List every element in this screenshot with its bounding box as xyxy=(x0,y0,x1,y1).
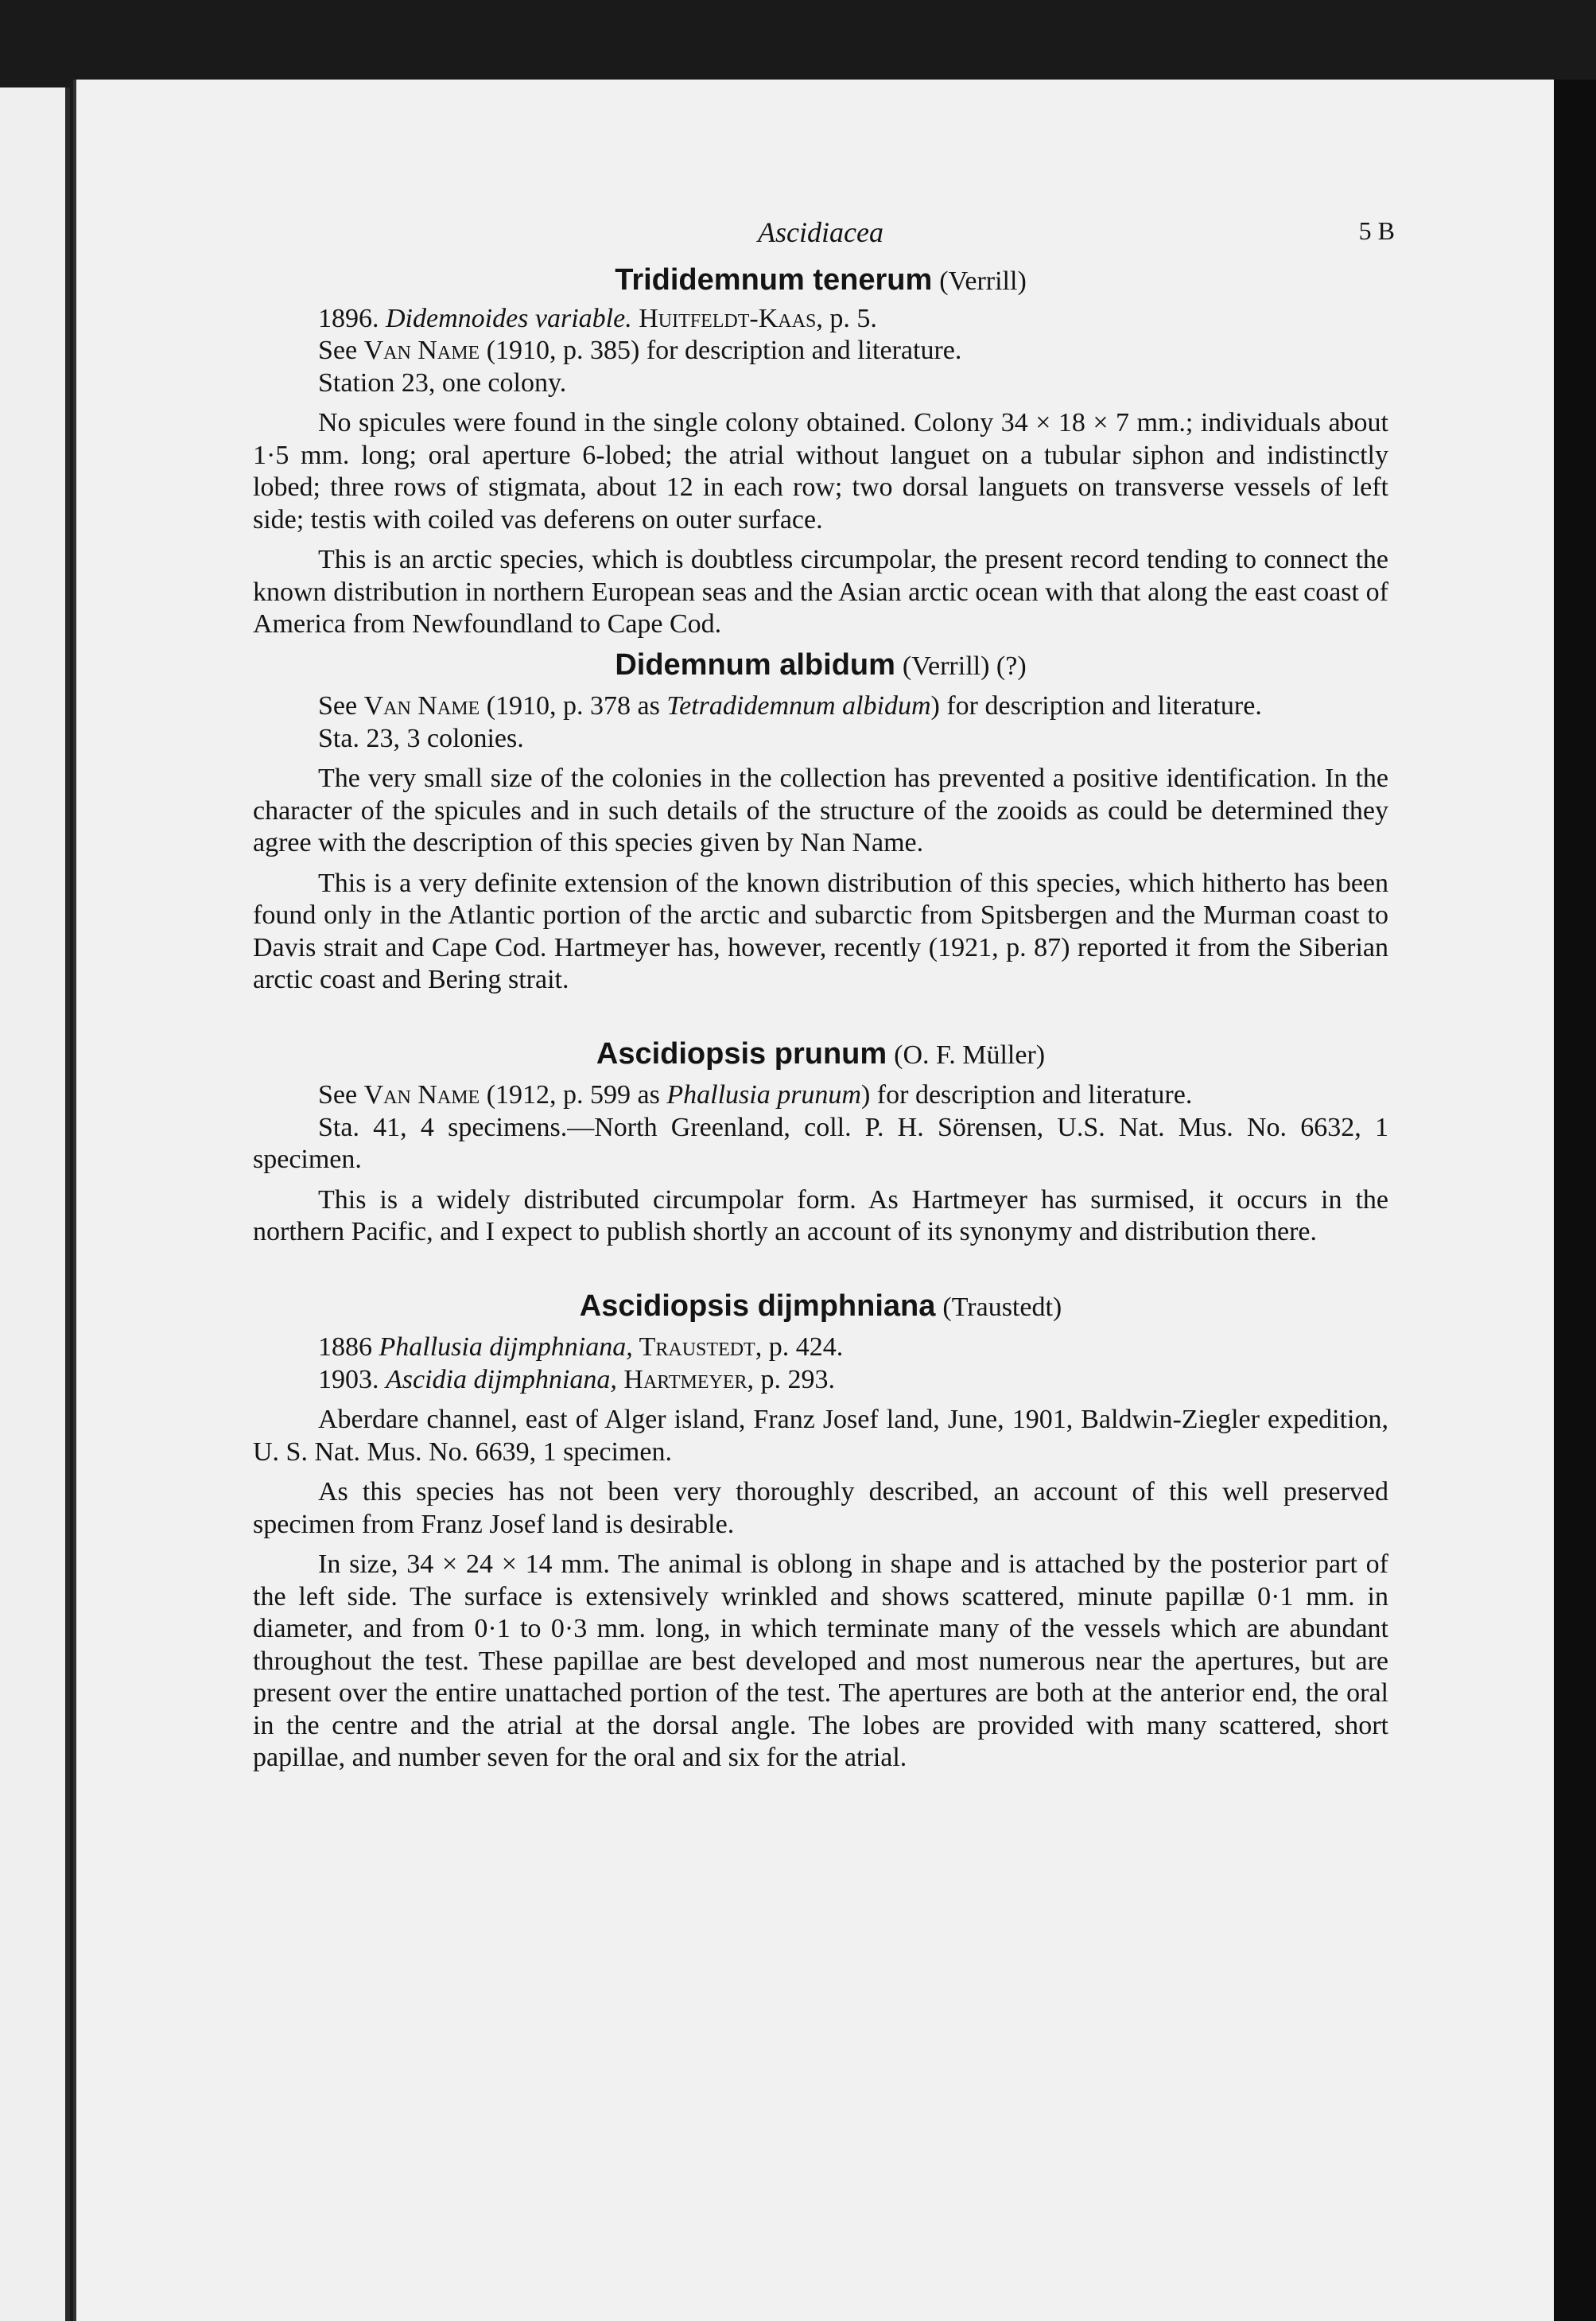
section-heading xyxy=(253,1290,1388,1324)
reference-line: Station 23, one colony. xyxy=(318,367,567,398)
section-heading xyxy=(253,264,1388,298)
reference-line: See Van Name (1910, p. 378 as Tetradidemnum albidum) for description and literature. xyxy=(318,691,1262,721)
section-heading xyxy=(253,1038,1388,1072)
species-name: Trididemnum tenerum xyxy=(615,263,933,297)
body-paragraph: This is a very definite extension of the known distribution of this species, which hitherto has been found only in the Atlantic portion of the arctic and subarctic from Spitsbergen and the Murman coast to Davis strait and Cape Cod. Hartmeyer has, however, recently (1921, p. 87) reported it from the Siberian arctic coast and Bering strait. xyxy=(253,868,1388,994)
running-title: Ascidiacea xyxy=(758,216,883,248)
page-content xyxy=(253,215,1395,1775)
species-author: (Verrill) (?) xyxy=(902,651,1027,681)
reference-line: 1896. Didemnoides variable. Huitfeldt-Kaas, p. 5. xyxy=(318,303,877,333)
species-name: Ascidiopsis dijmphniana xyxy=(579,1289,936,1323)
section-heading xyxy=(253,649,1388,683)
reference-line: 1903. Ascidia dijmphniana, Hartmeyer, p. 293. xyxy=(318,1364,836,1394)
body-paragraph: No spicules were found in the single colony obtained. Colony 34 × 18 × 7 mm.; individuals about 1·5 mm. long; oral aperture 6-lobed; the atrial without languet on a tubular siphon and indistinctly lobed; three rows of stigmata, about 12 in each row; two dorsal languets on transverse vessels of left side; testis with coiled vas deferens on outer surface. xyxy=(253,408,1388,535)
reference-line: Sta. 41, 4 specimens.—North Greenland, coll. P. H. Sörensen, U.S. Nat. Mus. No. 6632, 1 specimen. xyxy=(253,1112,1388,1174)
species-name: Didemnum albidum xyxy=(615,647,895,682)
previous-page-edge xyxy=(0,87,70,2321)
reference-line: Sta. 23, 3 colonies. xyxy=(318,723,524,753)
reference-line: Aberdare channel, east of Alger island, Franz Josef land, June, 1901, Baldwin-Ziegler expedition, U. S. Nat. Mus. No. 6639, 1 specimen. xyxy=(253,1405,1388,1467)
body-paragraph: The very small size of the colonies in the collection has prevented a positive identification. In the character of the spicules and in such details of the structure of the zooids as could be determined they agree with the description of this species given by Nan Name. xyxy=(253,764,1388,857)
species-author: (O. F. Müller) xyxy=(894,1040,1046,1070)
body-paragraph: As this species has not been very thoroughly described, an account of this well preserved specimen from Franz Josef land is desirable. xyxy=(253,1477,1388,1539)
species-author: (Verrill) xyxy=(939,266,1027,296)
reference-line: See Van Name (1912, p. 599 as Phallusia prunum) for description and literature. xyxy=(318,1080,1193,1110)
page-number: 5 B xyxy=(1358,216,1395,245)
species-author: (Traustedt) xyxy=(942,1292,1062,1322)
body-paragraph: In size, 34 × 24 × 14 mm. The animal is oblong in shape and is attached by the posterior part of the left side. The surface is extensively wrinkled and shows scattered, minute papillæ 0·1 mm. in diameter, and from 0·1 to 0·3 mm. long, in which terminate many of the vessels which are abundant throughout the test. These papillae are best developed and most numerous near the apertures, but are present over the entire unattached portion of the test. The apertures are both at the anterior end, the oral in the centre and the atrial at the dorsal angle. The lobes are provided with many scattered, short papillae, and number seven for the oral and six for the atrial. xyxy=(253,1549,1388,1772)
species-name: Ascidiopsis prunum xyxy=(596,1036,887,1071)
body-paragraph: This is a widely distributed circumpolar form. As Hartmeyer has surmised, it occurs in the northern Pacific, and I expect to publish shortly an account of its synonymy and distribution there. xyxy=(253,1184,1388,1246)
reference-line: 1886 Phallusia dijmphniana, Traustedt, p. 424. xyxy=(318,1332,844,1362)
scan-border xyxy=(1554,80,1596,2321)
reference-line: See Van Name (1910, p. 385) for description and literature. xyxy=(318,336,962,365)
running-header xyxy=(253,215,1395,253)
body-paragraph: This is an arctic species, which is doubtless circumpolar, the present record tending to connect the known distribution in northern European seas and the Asian arctic ocean with that along the east coast of America from Newfoundland to Cape Cod. xyxy=(253,545,1388,639)
